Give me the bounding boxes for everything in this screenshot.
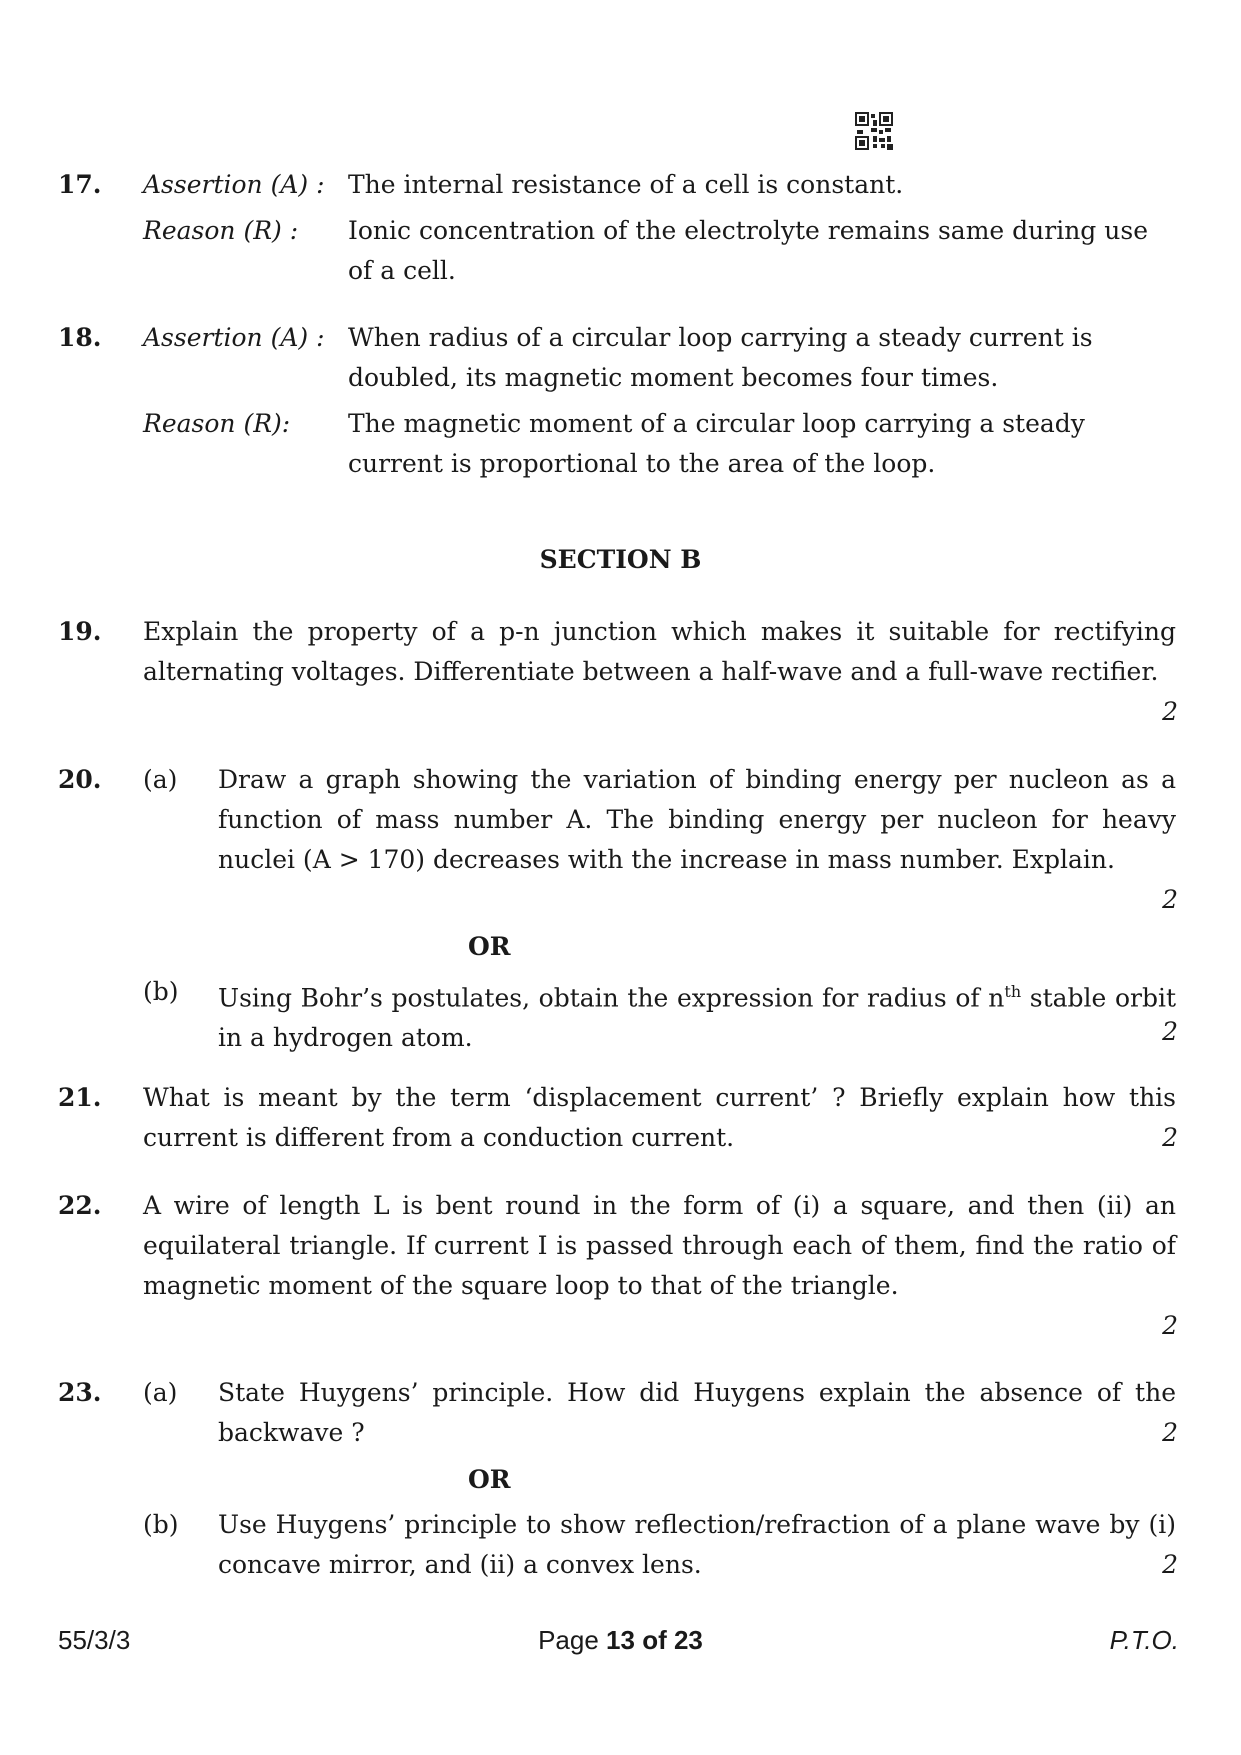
assertion-text: The internal resistance of a cell is constant. <box>348 170 904 199</box>
question-19 <box>58 612 1178 726</box>
marks: 2 <box>1162 697 1178 726</box>
or-separator: OR <box>468 932 511 961</box>
question-23 <box>58 1373 1178 1579</box>
section-title: SECTION B <box>539 545 702 574</box>
pto-label: P.T.O. <box>1109 1625 1179 1655</box>
option-b-label: (b) <box>143 977 179 1006</box>
option-a-label: (a) <box>143 765 178 794</box>
assertion-label: Assertion (A) : <box>143 170 325 199</box>
question-text: Explain the property of a p-n junction which makes it suitable for rectifying alternating voltages. Differentiate between a half-wave and a full-wave rectifier. <box>143 617 1176 686</box>
question-number: 22. <box>58 1191 102 1220</box>
option-b-text: Use Huygens’ principle to show reflection/refraction of a plane wave by (i) concave mirror, and (ii) a convex lens. <box>218 1510 1176 1579</box>
reason-text: The magnetic moment of a circular loop carrying a steady current is proportional to the area of the loop. <box>348 409 1085 478</box>
question-22 <box>58 1186 1178 1340</box>
question-number: 19. <box>58 617 102 646</box>
question-20 <box>58 760 1178 1053</box>
option-a-text: State Huygens’ principle. How did Huygens explain the absence of the backwave ? <box>218 1378 1176 1447</box>
question-number: 20. <box>58 765 102 794</box>
option-b-label: (b) <box>143 1510 179 1539</box>
marks: 2 <box>1162 1550 1178 1579</box>
question-number: 21. <box>58 1083 102 1112</box>
option-b-text: Using Bohr’s postulates, obtain the expression for radius of $n^{th}$ stable orbit in a hydrogen atom. <box>218 982 1177 1053</box>
page-indicator: Page 13 of 23 <box>538 1625 703 1655</box>
question-text: What is meant by the term ‘displacement current’ ? Briefly explain how this current is different from a conduction current. <box>143 1083 1176 1152</box>
or-separator: OR <box>468 1465 511 1494</box>
option-a-label: (a) <box>143 1378 178 1407</box>
question-17 <box>58 165 1178 291</box>
reason-label: Reason (R) : <box>143 216 299 245</box>
qr-code-icon <box>855 112 893 150</box>
marks: 2 <box>1162 885 1178 914</box>
marks: 2 <box>1162 1123 1178 1152</box>
reason-text: Ionic concentration of the electrolyte remains same during use of a cell. <box>348 216 1148 285</box>
option-a-text: Draw a graph showing the variation of binding energy per nucleon as a function of mass number A. The binding energy per nucleon for heavy nuclei (A > 170) decreases with the increase in mass number. Explain. <box>218 765 1176 874</box>
marks: 2 <box>1162 1017 1178 1046</box>
marks: 2 <box>1162 1311 1178 1340</box>
paper-code: 55/3/3 <box>58 1625 131 1655</box>
question-text: A wire of length L is bent round in the form of (i) a square, and then (ii) an equilateral triangle. If current I is passed through each of them, find the ratio of magnetic moment of the square loop to that of the triangle. <box>143 1191 1176 1300</box>
question-21 <box>58 1078 1178 1158</box>
question-number: 17. <box>58 170 102 199</box>
question-18 <box>58 318 1178 484</box>
question-number: 23. <box>58 1378 102 1407</box>
question-number: 18. <box>58 323 102 352</box>
assertion-text: When radius of a circular loop carrying a steady current is doubled, its magnetic moment becomes four times. <box>348 323 1093 392</box>
reason-label: Reason (R): <box>143 409 291 438</box>
marks: 2 <box>1162 1418 1178 1447</box>
assertion-label: Assertion (A) : <box>143 323 325 352</box>
